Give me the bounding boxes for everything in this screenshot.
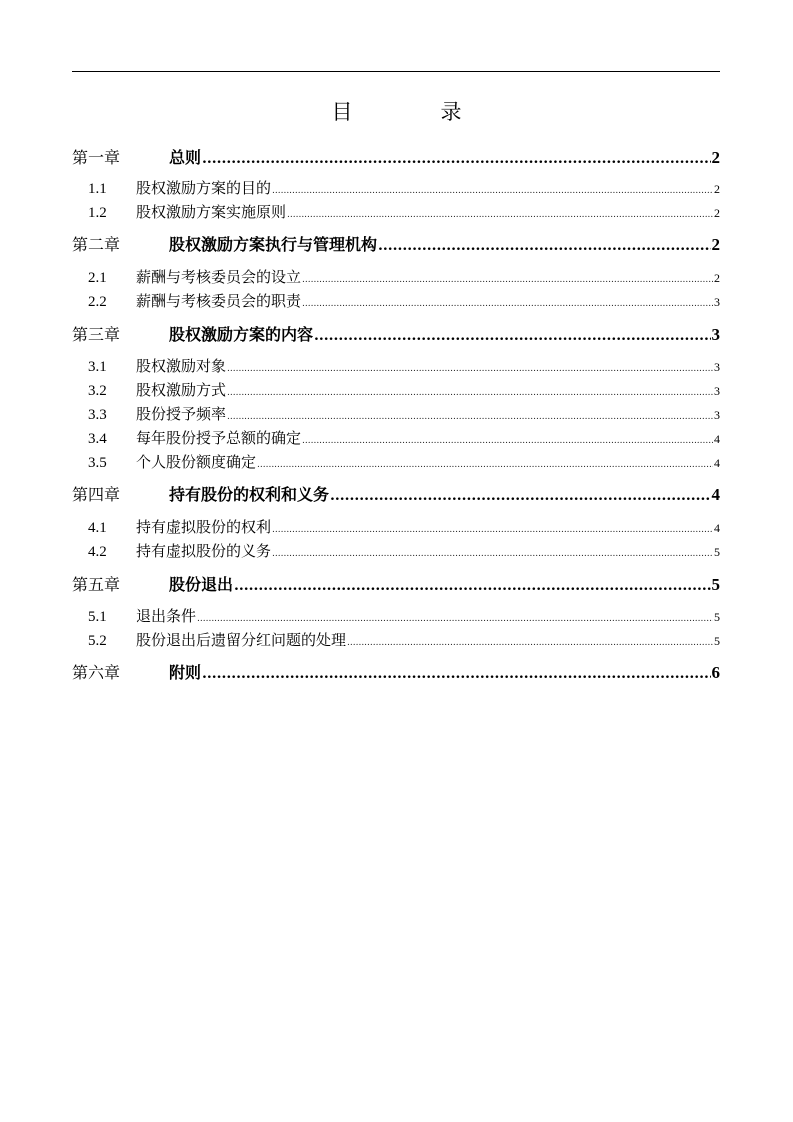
dot-leader [234,578,710,594]
toc-entry-label: 股份退出后遗留分红问题的处理 [136,631,347,649]
toc-entry-number: 3.2 [88,383,107,399]
dot-leader [302,436,713,446]
toc-entry-number: 4.1 [88,520,107,536]
toc-entry-page: 5 [711,575,720,594]
dot-leader [272,525,713,535]
toc-title-right: 录 [440,100,462,124]
toc-entry-number: 第一章 [72,148,121,167]
toc-entry-label: 股份授予频率 [136,405,227,423]
toc-entry-label: 个人股份额度确定 [136,453,257,471]
toc-entry-page: 4 [714,521,720,535]
dot-leader [197,614,713,624]
toc-entry-page: 5 [714,545,720,559]
toc-entry-number: 3.3 [88,407,107,423]
toc-entry-label: 股权激励方案的目的 [136,179,272,197]
toc-entry-label: 总则 [169,148,202,167]
toc-section-entry[interactable] [72,451,720,471]
toc-entry-label: 退出条件 [136,607,197,625]
toc-entry-page: 4 [711,485,720,504]
toc-entry-number: 5.2 [88,633,107,649]
toc-entry-page: 5 [714,610,720,624]
dot-leader [347,638,713,648]
toc-chapter-entry[interactable] [72,572,720,594]
toc-entry-number: 第三章 [72,325,121,344]
dot-leader [378,238,710,254]
toc-section-entry[interactable] [72,201,720,221]
dot-leader [202,666,710,682]
toc-entry-page: 4 [714,456,720,470]
toc-entry-number: 第四章 [72,485,121,504]
toc-entry-page: 3 [711,325,720,344]
toc-entry-page: 2 [714,271,720,285]
toc-entry-number: 第六章 [72,663,121,682]
toc-entry-number: 3.4 [88,431,107,447]
toc-entry-label: 股权激励对象 [136,357,227,375]
toc-entry-label: 薪酬与考核委员会的职责 [136,292,302,310]
toc-section-entry[interactable] [72,177,720,197]
toc-entry-number: 第二章 [72,235,121,254]
toc-entry-label: 薪酬与考核委员会的设立 [136,268,302,286]
toc-section-entry[interactable] [72,403,720,423]
dot-leader [227,388,713,398]
toc-section-entry[interactable] [72,355,720,375]
dot-leader [257,460,713,470]
dot-leader [287,210,713,220]
toc-section-entry[interactable] [72,629,720,649]
toc-chapter-entry[interactable] [72,145,720,167]
toc-entry-number: 1.1 [88,181,107,197]
toc-entry-page: 3 [714,408,720,422]
dot-leader [272,549,713,559]
toc-section-entry[interactable] [72,266,720,286]
dot-leader [227,364,713,374]
toc-chapter-entry[interactable] [72,322,720,344]
toc-entry-label: 股权激励方案执行与管理机构 [169,235,378,254]
dot-leader [330,488,710,504]
toc-entry-page: 2 [711,148,720,167]
dot-leader [302,275,713,285]
dot-leader [227,412,713,422]
dot-leader [272,186,713,196]
toc-chapter-entry[interactable] [72,482,720,504]
toc-entry-label: 股权激励方案实施原则 [136,203,287,221]
toc-section-entry[interactable] [72,379,720,399]
toc-chapter-entry[interactable] [72,660,720,682]
toc-entry-number: 第五章 [72,575,121,594]
toc-entry-page: 3 [714,360,720,374]
toc-section-entry[interactable] [72,605,720,625]
toc-entry-number: 1.2 [88,205,107,221]
dot-leader [302,299,713,309]
toc-entry-number: 2.2 [88,294,107,310]
toc-entry-page: 2 [714,206,720,220]
toc-entry-page: 6 [711,663,720,682]
toc-entry-label: 持有股份的权利和义务 [169,485,330,504]
toc-entry-number: 2.1 [88,270,107,286]
toc-entry-label: 附则 [169,663,202,682]
toc-title-left: 目 [331,100,353,124]
toc-entry-label: 持有虚拟股份的义务 [136,542,272,560]
toc-section-entry[interactable] [72,427,720,447]
toc-entry-number: 3.5 [88,455,107,471]
toc-entry-page: 5 [714,634,720,648]
toc-entry-number: 4.2 [88,544,107,560]
toc-section-entry[interactable] [72,540,720,560]
toc-entry-page: 3 [714,384,720,398]
toc-chapter-entry[interactable] [72,232,720,254]
toc-entry-page: 2 [714,182,720,196]
toc-entry-number: 3.1 [88,359,107,375]
toc-entry-label: 股权激励方案的内容 [169,325,314,344]
toc-entry-label: 每年股份授予总额的确定 [136,429,302,447]
toc-section-entry[interactable] [72,516,720,536]
toc-entry-label: 股份退出 [169,575,234,594]
toc-entry-number: 5.1 [88,609,107,625]
dot-leader [202,151,710,167]
header-rule [72,71,720,72]
toc-section-entry[interactable] [72,290,720,310]
toc-entry-page: 3 [714,295,720,309]
dot-leader [314,328,710,344]
toc-entry-page: 2 [711,235,720,254]
toc-title [0,96,793,126]
toc-entry-label: 股权激励方式 [136,381,227,399]
toc-entry-label: 持有虚拟股份的权利 [136,518,272,536]
toc-entry-page: 4 [714,432,720,446]
